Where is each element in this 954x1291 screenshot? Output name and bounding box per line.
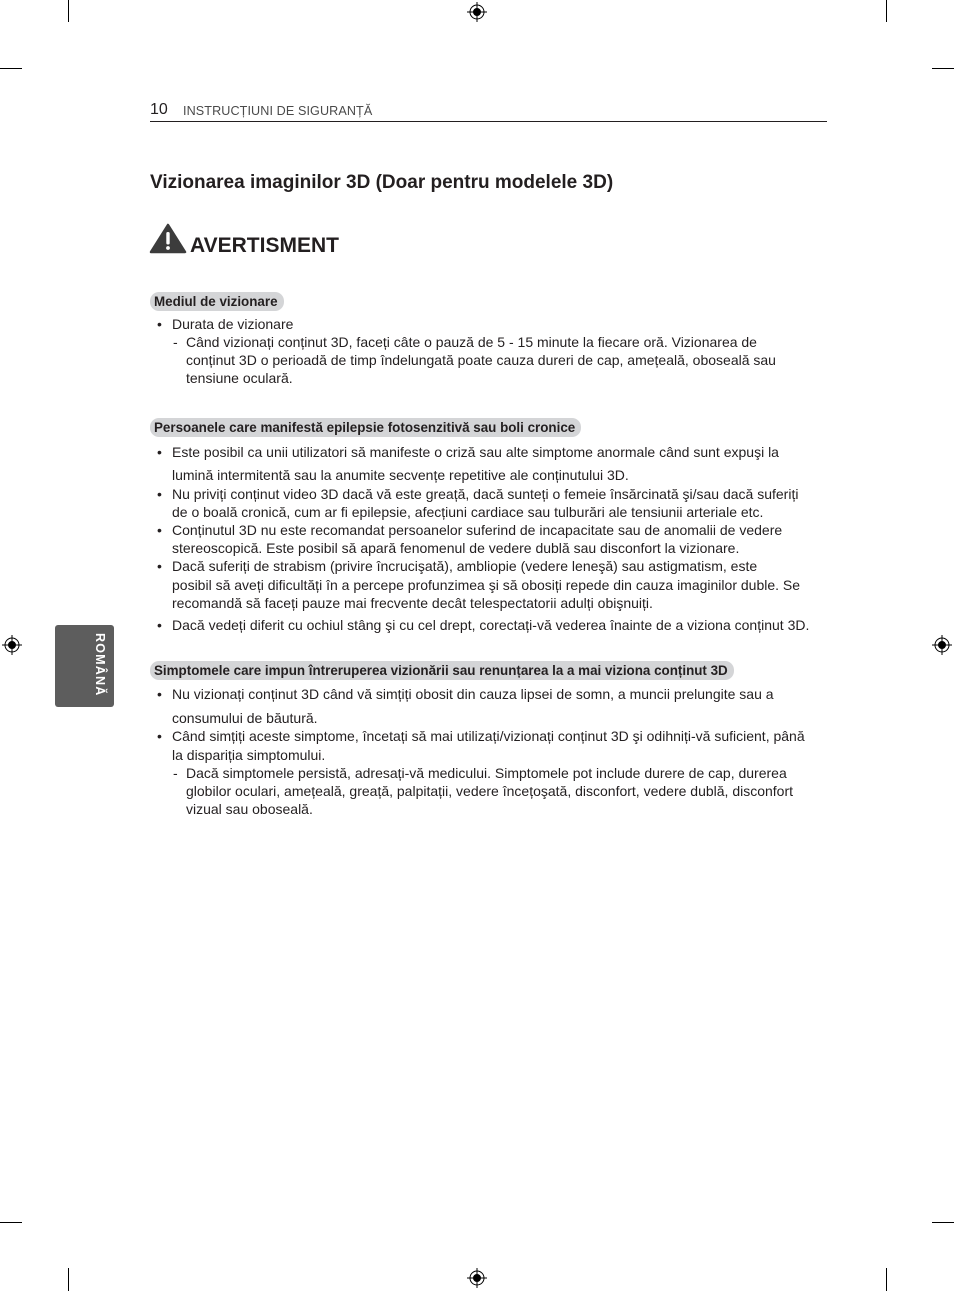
bullet-marker: •: [157, 486, 162, 502]
list-item-text: globilor oculari, amețeală, greață, palpitații, vedere încețoşată, disconfort, vedere dublă, disconfort: [186, 783, 794, 799]
list-item-continuation: [0, 782, 954, 800]
list-item-continuation: [0, 594, 954, 612]
list-item-text: Dacă suferiți de strabism (privire încrucişată), ambliopie (vedere leneşă) sau astigmatism, este: [172, 558, 758, 574]
list-item: [0, 521, 954, 539]
bullet-marker: •: [157, 728, 162, 744]
registration-mark-icon: [2, 635, 22, 655]
bullet-marker: •: [157, 617, 162, 633]
registration-mark-icon: [467, 2, 487, 22]
dash-marker: -: [173, 765, 178, 781]
list-item-text: consumului de băutură.: [172, 710, 318, 726]
list-item: [0, 315, 954, 333]
list-item-text: Când vizionați conținut 3D, faceți câte o pauză de 5 - 15 minute la fiecare oră. Vizionarea de: [186, 334, 757, 350]
section-heading: Simptomele care impun întreruperea vizionării sau renunțarea la a mai viziona conținut 3D: [150, 661, 734, 680]
list-item-continuation: [0, 351, 954, 369]
registration-mark-icon: [932, 635, 952, 655]
list-item-continuation: [0, 576, 954, 594]
list-item-text: conținut 3D o perioadă de timp îndelungată poate cauza dureri de cap, amețeală, oboseală sau: [186, 352, 776, 368]
list-item: [0, 727, 954, 745]
list-item-text: Conținutul 3D nu este recomandat persoanelor suferind de incapacitate sau de anomalii de vedere: [172, 522, 783, 538]
list-item-text: Nu vizionați conținut 3D când vă simțiți obosit din cauza lipsei de somn, a muncii prelungite sau a: [172, 686, 774, 702]
section-heading: Persoanele care manifestă epilepsie fotosenzitivă sau boli cronice: [150, 418, 581, 437]
list-item-text: vizual sau oboseală.: [186, 801, 313, 817]
list-item-text: Durata de vizionare: [172, 316, 294, 332]
list-item-continuation: [0, 746, 954, 764]
list-item-text: Dacă simptomele persistă, adresați-vă medicului. Simptomele pot include durere de cap, durerea: [186, 765, 787, 781]
bullet-marker: •: [157, 444, 162, 460]
list-item-text: posibil să aveți dificultăți în a percepe profunzimea şi să obosiți repede din cauza imaginilor duble. Se: [172, 577, 801, 593]
sub-list-item: [0, 764, 954, 782]
bullet-marker: •: [157, 558, 162, 574]
warning-label: AVERTISMENT: [190, 234, 339, 257]
list-item-continuation: [0, 709, 954, 727]
list-item-continuation: [0, 539, 954, 557]
bullet-marker: •: [157, 522, 162, 538]
page-number: 10: [150, 101, 168, 118]
list-item: [0, 685, 954, 703]
list-item: [0, 557, 954, 575]
list-item-text: recomandă să faceți pauze mai frecvente decât telespectatorii adulți obişnuiți.: [172, 595, 653, 611]
list-item-text: stereoscopică. Este posibil să apară fenomenul de vedere dublă sau disconfort la vizionare.: [172, 540, 740, 556]
list-item-text: Nu priviți conținut video 3D dacă vă este greață, dacă sunteți o femeie însărcinată şi/sau dacă suferiți: [172, 486, 799, 502]
list-item-continuation: [0, 369, 954, 387]
dash-marker: -: [173, 334, 178, 350]
list-item-text: Când simțiți aceste simptome, încetați să mai utilizați/vizionați conținut 3D şi odihniți-vă suficient, până: [172, 728, 805, 744]
list-item-text: tensiune oculară.: [186, 370, 293, 386]
language-tab: [55, 625, 114, 707]
list-item-text: lumină intermitentă sau la anumite secvențe repetitive ale conținutului 3D.: [172, 467, 629, 483]
bullet-marker: •: [157, 316, 162, 332]
list-item-text: Este posibil ca unii utilizatori să manifeste o criză sau alte simptome anormale când sunt expuşi la: [172, 444, 779, 460]
list-item-continuation: [0, 503, 954, 521]
list-item-text: Dacă vedeți diferit cu ochiul stâng şi cu cel drept, corectați-vă vederea înainte de a viziona conținut 3D.: [172, 617, 810, 633]
running-title: INSTRUCȚIUNI DE SIGURANȚĂ: [183, 104, 373, 118]
language-tab-label: ROMÂNĂ: [93, 633, 107, 697]
list-item-text: la dispariția simptomului.: [172, 747, 326, 763]
list-item: [0, 443, 954, 461]
list-item-continuation: [0, 466, 954, 484]
page-title: Vizionarea imaginilor 3D (Doar pentru modelele 3D): [150, 172, 614, 193]
bullet-marker: •: [157, 686, 162, 702]
sub-list-item: [0, 333, 954, 351]
list-item: [0, 616, 954, 634]
registration-mark-icon: [467, 1268, 487, 1288]
warning-icon: [149, 223, 187, 254]
list-item-continuation: [0, 800, 954, 818]
section-heading: Mediul de vizionare: [150, 292, 284, 311]
list-item: [0, 485, 954, 503]
list-item-text: de o boală cronică, cum ar fi epilepsie, afecțiuni cardiace sau tulburări ale tensiunii arteriale etc.: [172, 504, 764, 520]
header-rule: [150, 121, 827, 122]
